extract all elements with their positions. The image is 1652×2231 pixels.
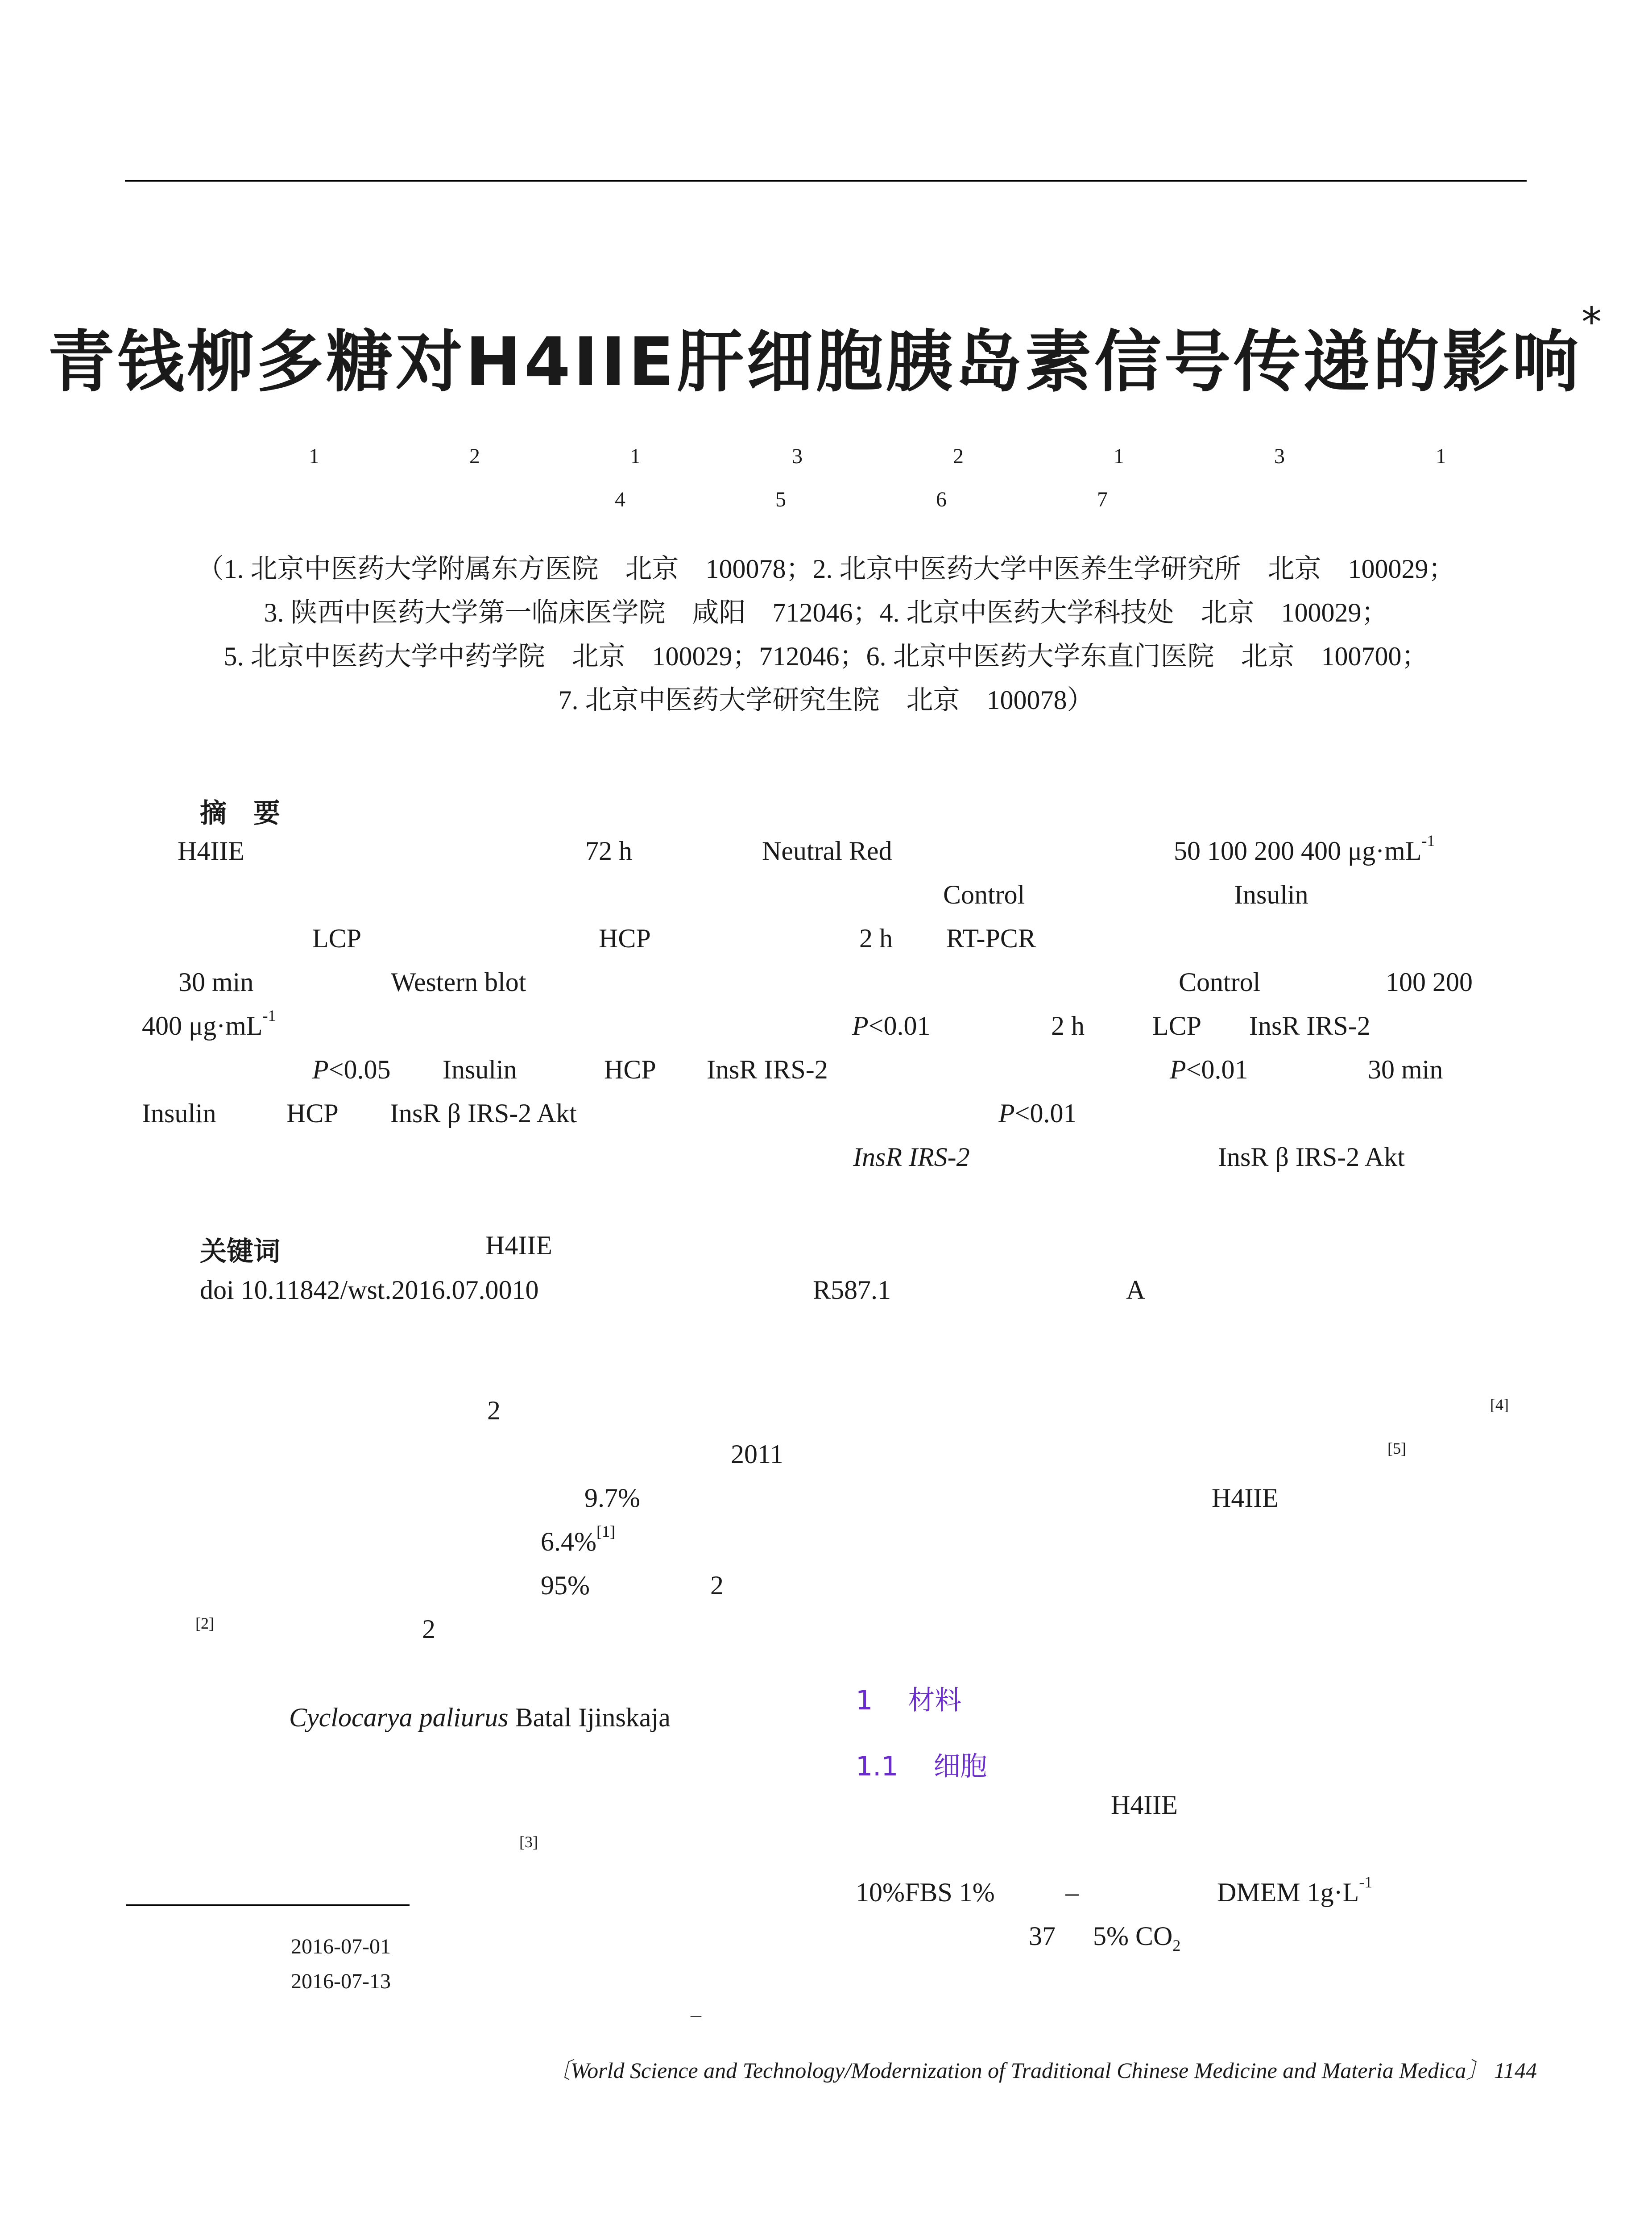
body-text: 6.4%[1] bbox=[541, 1522, 615, 1556]
affiliation-line: 5. 北京中医药大学中药学院 北京 100029；712046；6. 北京中医药大学东直门医院 北京 100700； bbox=[224, 642, 1428, 671]
abstract-text: 72 h bbox=[585, 836, 632, 866]
subsection-heading: 1.1 细胞 bbox=[856, 1751, 987, 1782]
revised-date: 2016-07-13 bbox=[291, 1970, 391, 1993]
author-sup: 1 bbox=[1436, 444, 1446, 468]
body-text: 2 bbox=[487, 1396, 501, 1425]
abstract-label: 摘 要 bbox=[200, 798, 280, 829]
clc-number: R587.1 bbox=[813, 1275, 891, 1305]
citation: [3] bbox=[519, 1833, 538, 1851]
author-sup: 6 bbox=[936, 488, 947, 511]
abstract-text: 2 h bbox=[859, 924, 893, 953]
body-text: 2011 bbox=[731, 1439, 783, 1469]
section-heading: 1 材料 bbox=[856, 1685, 962, 1716]
body-text: 5% $CO_2$ bbox=[1093, 1921, 1181, 1954]
abstract-text: Insulin bbox=[142, 1099, 216, 1128]
abstract-text: 30 min bbox=[178, 967, 254, 997]
abstract-text: LCP bbox=[1152, 1011, 1202, 1041]
abstract-text: InsR IRS-2 bbox=[707, 1055, 828, 1084]
author-sup: 3 bbox=[792, 444, 803, 468]
citation: [4] bbox=[1490, 1396, 1509, 1414]
author-sup: 1 bbox=[309, 444, 319, 468]
abstract-text: Control bbox=[943, 880, 1025, 909]
abstract-text: HCP bbox=[286, 1099, 339, 1128]
author-sup: 1 bbox=[630, 444, 641, 468]
body-text: 95% bbox=[541, 1571, 590, 1600]
footnote-rule bbox=[126, 1904, 410, 1906]
title-text: 青钱柳多糖对H4IIE肝细胞胰岛素信号传递的影响 bbox=[48, 323, 1582, 401]
body-text: 9.7% bbox=[584, 1483, 640, 1513]
abstract-p-value: P<0.01 bbox=[852, 1011, 931, 1041]
keyword: H4IIE bbox=[485, 1231, 552, 1260]
header-rule bbox=[125, 180, 1527, 182]
body-text: 10%FBS 1% bbox=[856, 1878, 995, 1907]
abstract-dose-list: 50 100 200 400 $\mu g\cdot mL^{-1}$ bbox=[1174, 832, 1435, 866]
abstract-text: InsR IRS-2 bbox=[1249, 1011, 1370, 1041]
abstract-text: Control bbox=[1179, 967, 1261, 997]
author-sup: 3 bbox=[1274, 444, 1285, 468]
abstract-text: 2 h bbox=[1051, 1011, 1085, 1041]
abstract-dose: 400 $\mu g\cdot mL^{-1}$ bbox=[142, 1007, 276, 1041]
author-sup: 1 bbox=[1114, 444, 1124, 468]
body-text: 2 bbox=[422, 1614, 435, 1644]
author-sup: 7 bbox=[1097, 488, 1108, 511]
keywords-label: 关键词 bbox=[200, 1236, 280, 1267]
species-name: Cyclocarya paliurus Batal Ijinskaja bbox=[289, 1703, 671, 1732]
citation: [5] bbox=[1387, 1439, 1406, 1457]
author-sup: 2 bbox=[953, 444, 964, 468]
body-text: H4IIE bbox=[1111, 1790, 1178, 1820]
title-footnote-mark: * bbox=[1582, 299, 1604, 346]
body-text: DMEM $1g\cdot L^{-1}$ bbox=[1217, 1873, 1373, 1907]
abstract-text: Insulin bbox=[1234, 880, 1308, 909]
body-text: – bbox=[1065, 1878, 1079, 1907]
doi: doi 10.11842/wst.2016.07.0010 bbox=[200, 1275, 539, 1305]
author-sup: 4 bbox=[615, 488, 625, 511]
abstract-text: 100 200 bbox=[1386, 967, 1473, 997]
abstract-text: InsR β IRS-2 Akt bbox=[1218, 1142, 1405, 1172]
abstract-text: Neutral Red bbox=[762, 836, 892, 866]
affiliation-line: （1. 北京中医药大学附属东方医院 北京 100078；2. 北京中医药大学中医养生学研究所 北京 100029； bbox=[197, 554, 1455, 584]
paper-title bbox=[0, 299, 1652, 404]
abstract-text: 30 min bbox=[1368, 1055, 1443, 1084]
citation: [2] bbox=[195, 1614, 214, 1632]
author-sup: 2 bbox=[469, 444, 480, 468]
affiliation-line: 7. 北京中医药大学研究生院 北京 100078） bbox=[558, 685, 1094, 715]
received-date: 2016-07-01 bbox=[291, 1935, 391, 1958]
abstract-p-value: P<0.01 bbox=[998, 1099, 1077, 1128]
page-number: 1144 bbox=[1494, 2058, 1537, 2083]
document-code: A bbox=[1126, 1275, 1146, 1305]
body-text: 37 bbox=[1029, 1921, 1056, 1951]
abstract-text: InsR β IRS-2 Akt bbox=[390, 1099, 577, 1128]
author-sup: 5 bbox=[775, 488, 786, 511]
abstract-p-value: P<0.05 bbox=[312, 1055, 391, 1084]
footnote-dash: – bbox=[691, 2003, 701, 2027]
abstract-genes: InsR IRS-2 bbox=[853, 1142, 970, 1172]
abstract-text: Western blot bbox=[391, 967, 526, 997]
abstract-text: Insulin bbox=[443, 1055, 517, 1084]
body-text: 2 bbox=[710, 1571, 724, 1600]
abstract-text: LCP bbox=[312, 924, 362, 953]
abstract-text: HCP bbox=[599, 924, 651, 953]
journal-footer bbox=[548, 2053, 1537, 2085]
abstract-text: RT-PCR bbox=[946, 924, 1036, 953]
body-text: H4IIE bbox=[1212, 1483, 1279, 1513]
journal-name: 〔World Science and Technology/Modernization of Traditional Chinese Medicine and Materia Medica〕 bbox=[548, 2058, 1489, 2083]
abstract-text: HCP bbox=[604, 1055, 656, 1084]
abstract-p-value: P<0.01 bbox=[1170, 1055, 1248, 1084]
affiliation-line: 3. 陕西中医药大学第一临床医学院 咸阳 712046；4. 北京中医药大学科技处 北京 100029； bbox=[264, 598, 1388, 627]
abstract-text: H4IIE bbox=[178, 836, 244, 866]
